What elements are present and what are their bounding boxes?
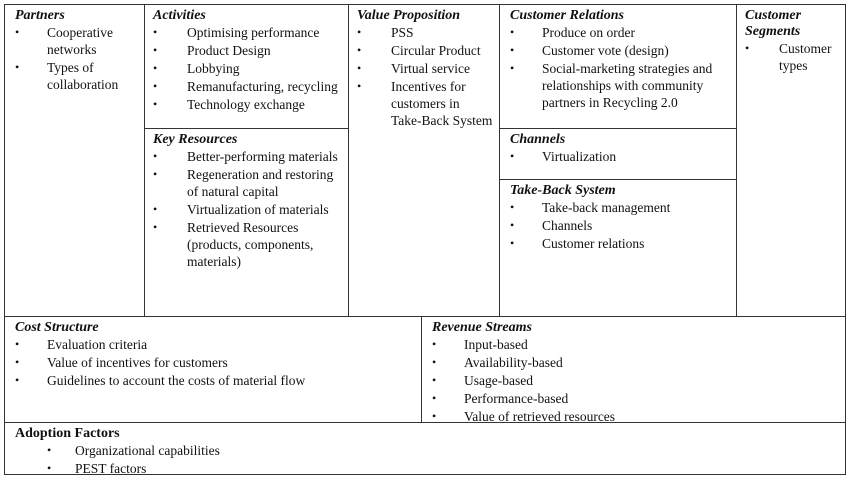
list-item: • PEST factors bbox=[47, 461, 147, 476]
list-item: • Usage-based bbox=[432, 373, 533, 388]
partners-list bbox=[15, 24, 138, 93]
key-resources-title: Key Resources bbox=[153, 132, 238, 147]
list-item: • Lobbying bbox=[153, 61, 240, 76]
customer-segments-title: Customer Segments bbox=[745, 8, 802, 39]
partners-title: Partners bbox=[15, 8, 65, 23]
list-item: • Customer relations bbox=[510, 236, 645, 251]
list-item: • Availability-based bbox=[432, 355, 563, 370]
list-item: • Regeneration and restoring of natural capital bbox=[153, 167, 334, 199]
key-resources-cell bbox=[144, 128, 349, 317]
list-item: • Types of collaboration bbox=[15, 60, 119, 92]
cost-structure-title: Cost Structure bbox=[15, 320, 99, 335]
list-item: • Channels bbox=[510, 218, 593, 233]
adoption-factors-title: Adoption Factors bbox=[15, 426, 120, 441]
list-item: • Circular Product bbox=[357, 43, 481, 58]
customer-segments-cell bbox=[736, 4, 846, 317]
activities-list bbox=[153, 24, 342, 113]
list-item: • Evaluation criteria bbox=[15, 337, 148, 352]
adoption-factors-cell bbox=[4, 422, 846, 475]
list-item: • Virtualization of materials bbox=[153, 202, 329, 217]
revenue-streams-cell bbox=[421, 316, 846, 423]
take-back-system-cell bbox=[499, 179, 737, 317]
list-item: • Technology exchange bbox=[153, 97, 305, 112]
list-item: • Virtualization bbox=[510, 149, 617, 164]
list-item: • Performance-based bbox=[432, 391, 569, 406]
value-proposition-list bbox=[357, 24, 493, 129]
customer-segments-list bbox=[745, 40, 839, 74]
list-item: • Take-back management bbox=[510, 200, 671, 215]
list-item: • Better-performing materials bbox=[153, 149, 338, 164]
customer-relations-cell bbox=[499, 4, 737, 129]
list-item: • Value of incentives for customers bbox=[15, 355, 228, 370]
customer-relations-title: Customer Relations bbox=[510, 8, 624, 23]
list-item: • Retrieved Resources (products, components, materials) bbox=[153, 220, 314, 269]
list-item: • Virtual service bbox=[357, 61, 471, 76]
list-item: • Customer types bbox=[745, 41, 832, 73]
activities-cell bbox=[144, 4, 349, 129]
value-proposition-cell bbox=[348, 4, 500, 317]
key-resources-list bbox=[153, 148, 342, 270]
list-item: • Customer vote (design) bbox=[510, 43, 669, 58]
cost-structure-cell bbox=[4, 316, 422, 423]
list-item: • Product Design bbox=[153, 43, 271, 58]
list-item: • Value of retrieved resources bbox=[432, 409, 616, 424]
list-item: • Produce on order bbox=[510, 25, 635, 40]
channels-cell bbox=[499, 128, 737, 180]
channels-list bbox=[510, 148, 730, 165]
cost-structure-list bbox=[15, 336, 415, 389]
revenue-streams-title: Revenue Streams bbox=[432, 320, 532, 335]
take-back-system-title: Take-Back System bbox=[510, 183, 616, 198]
list-item: • Cooperative networks bbox=[15, 25, 113, 57]
list-item: • Social-marketing strategies and relationships with community partners in Recycling 2.0 bbox=[510, 61, 713, 110]
list-item: • Guidelines to account the costs of material flow bbox=[15, 373, 306, 388]
customer-relations-list bbox=[510, 24, 730, 111]
value-proposition-title: Value Proposition bbox=[357, 8, 461, 23]
take-back-system-list bbox=[510, 199, 730, 252]
activities-title: Activities bbox=[153, 8, 206, 23]
partners-cell bbox=[4, 4, 145, 317]
list-item: • Input-based bbox=[432, 337, 528, 352]
revenue-streams-list bbox=[432, 336, 839, 425]
list-item: • Optimising performance bbox=[153, 25, 320, 40]
list-item: • PSS bbox=[357, 25, 414, 40]
adoption-factors-list bbox=[15, 442, 839, 477]
list-item: • Organizational capabilities bbox=[47, 443, 220, 458]
list-item: • Incentives for customers in Take-Back System bbox=[357, 79, 493, 128]
channels-title: Channels bbox=[510, 132, 566, 147]
list-item: • Remanufacturing, recycling bbox=[153, 79, 338, 94]
